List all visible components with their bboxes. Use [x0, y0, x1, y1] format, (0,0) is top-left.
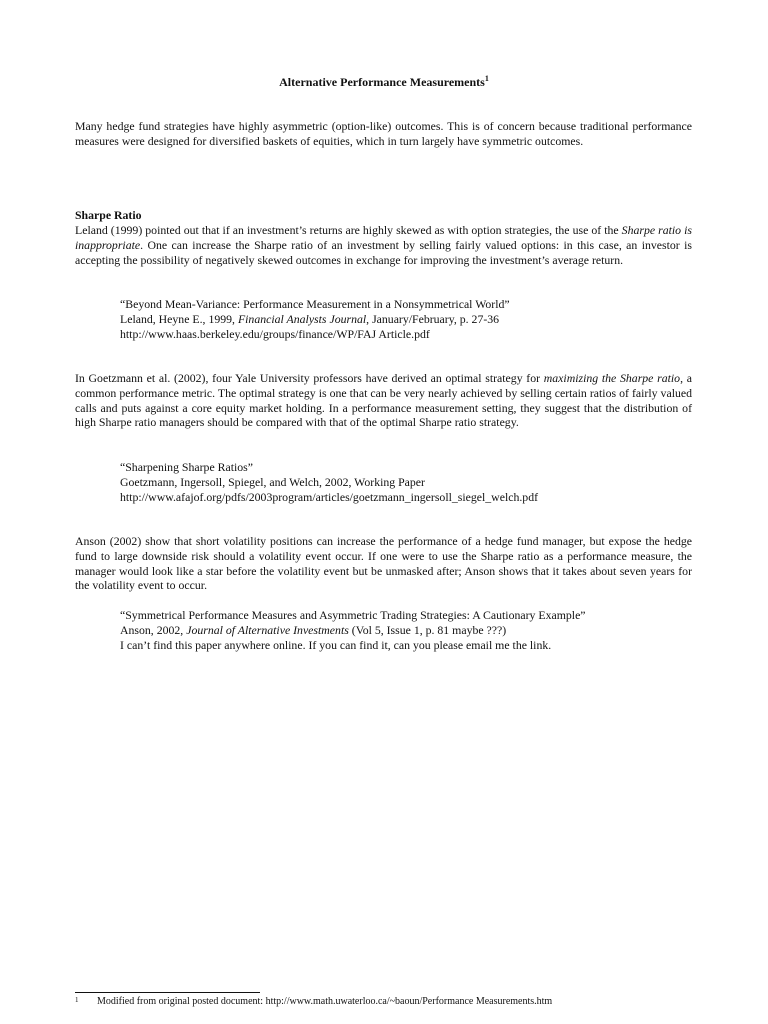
reference-citation: Goetzmann, Ingersoll, Spiegel, and Welch, 2002, Working Paper: [120, 474, 425, 489]
page-title: [0, 75, 768, 90]
leland-text-b: . One can increase the Sharpe ratio of an investment by selling fairly valued options: in this case, an investor is accepting the possibility of negatively skewed outcomes in exchange for improving the investment’s average return.: [75, 237, 692, 267]
goetzmann-emphasis: maximizing the Sharpe ratio: [543, 371, 681, 385]
reference-title: “Beyond Mean-Variance: Performance Measurement in a Nonsymmetrical World”: [120, 297, 510, 311]
reference-anson: [120, 608, 720, 652]
reference-citation: [120, 623, 720, 638]
reference-url: http://www.haas.berkeley.edu/groups/finance/WP/FAJ Article.pdf: [120, 326, 430, 341]
leland-emphasis: Sharpe ratio is inappropriate: [75, 223, 692, 252]
intro-paragraph: Many hedge fund strategies have highly asymmetric (option-like) outcomes. This is of concern because traditional performance measures were designed for diversified baskets of equities, which in turn largely have symmetric outcomes.: [75, 119, 692, 148]
leland-text-a: Leland (1999) pointed out that if an investment’s returns are highly skewed as with option strategies, the use of the: [75, 223, 622, 237]
goetzmann-text-b: , a common performance metric. The optimal strategy is one that can be very nearly achieved by selling certain ratios of fairly valued calls and puts against a core equity market holding. In a performance measurement setting, they suggest that the distribution of high Sharpe ratio managers should be compared with that of the optimal Sharpe ratio strategy.: [75, 371, 692, 430]
sharpe-paragraph-goetzmann: [75, 371, 692, 430]
reference-leland: [120, 297, 720, 341]
title-text: Alternative Performance Measurements: [279, 75, 485, 89]
reference-goetzmann: [120, 460, 720, 504]
reference-citation: [120, 312, 720, 327]
citation-authors: Anson, 2002,: [120, 622, 187, 637]
section-heading-sharpe-ratio: Sharpe Ratio: [75, 208, 142, 222]
citation-journal: Journal of Alternative Investments: [186, 622, 349, 637]
footnote-text: Modified from original posted document: http://www.math.uwaterloo.ca/~baoun/Performance Measurements.htm: [97, 996, 553, 1007]
title-footnote-mark: 1: [484, 74, 489, 83]
sharpe-paragraph-anson: Anson (2002) show that short volatility positions can increase the performance of a hedge fund manager, but expose the hedge fund to large downside risk should a volatility event occur. If one were to use the Sharpe ratio as a performance measure, the manager would look like a star before the volatility event but be unmasked after; Anson shows that it takes about seven years for the volatility event to occur.: [75, 534, 692, 593]
reference-note: I can’t find this paper anywhere online. If you can find it, can you please email me the link.: [120, 637, 552, 652]
citation-authors: Leland, Heyne E., 1999,: [120, 311, 238, 326]
footnote-divider: [75, 992, 260, 993]
sharpe-paragraph-leland: [75, 223, 692, 267]
reference-title: “Sharpening Sharpe Ratios”: [120, 460, 254, 474]
footnote-mark: 1: [75, 996, 79, 1004]
reference-url: http://www.afajof.org/pdfs/2003program/articles/goetzmann_ingersoll_siegel_welch.pdf: [120, 489, 539, 504]
citation-details: , January/February, p. 27-36: [366, 311, 500, 326]
citation-journal: Financial Analysts Journal: [237, 311, 367, 326]
citation-details: (Vol 5, Issue 1, p. 81 maybe ???): [348, 622, 507, 637]
reference-title: “Symmetrical Performance Measures and Asymmetric Trading Strategies: A Cautionary Example”: [120, 608, 586, 622]
goetzmann-text-a: In Goetzmann et al. (2002), four Yale University professors have derived an optimal strategy for: [75, 371, 544, 385]
footnote: [75, 995, 552, 1010]
